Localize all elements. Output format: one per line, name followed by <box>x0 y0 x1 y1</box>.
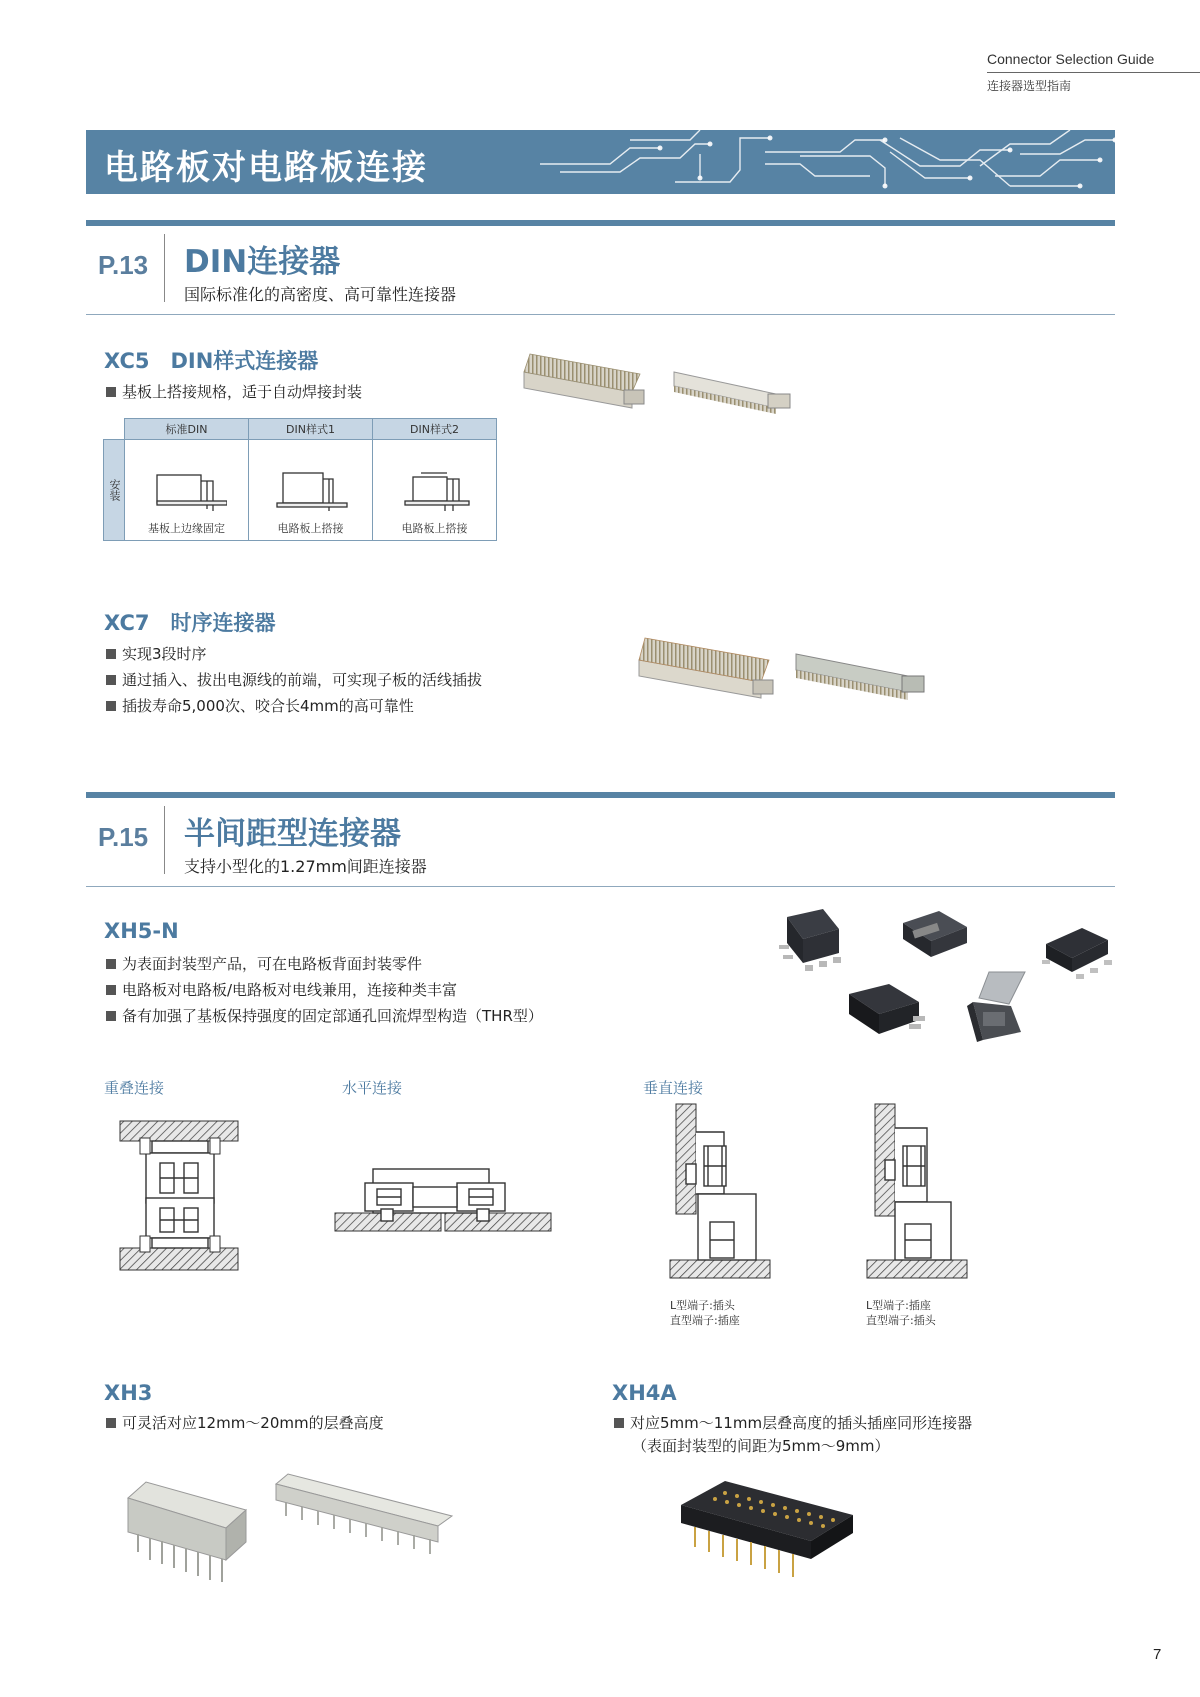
bullet-item: 基板上搭接规格，适于自动焊接封装 <box>106 381 362 402</box>
bullet-item: 对应5mm～11mm层叠高度的插头插座同形连接器 <box>614 1412 972 1433</box>
bullet-item: 为表面封装型产品，可在电路板背面封装零件 <box>106 953 422 974</box>
section-divider <box>164 806 165 874</box>
xc5-connector-photo-2 <box>670 360 800 420</box>
mount-diagram <box>395 465 475 517</box>
bullet-item: 实现3段时序 <box>106 643 207 664</box>
section-subtitle: 国际标准化的高密度、高可靠性连接器 <box>184 285 457 304</box>
xh3-connector-photo-1 <box>122 1470 252 1585</box>
bullet-item: 可灵活对应12mm～20mm的层叠高度 <box>106 1412 384 1433</box>
bullet-item: 插拔寿命5,000次、咬合长4mm的高可靠性 <box>106 695 414 716</box>
table-cell <box>125 440 249 541</box>
category-vertical: 垂直连接 <box>643 1079 704 1097</box>
horizontal-connection-diagram <box>333 1165 553 1235</box>
din-mounting-table <box>103 418 497 541</box>
product-title-xh4a: XH4A <box>612 1381 677 1405</box>
section-page-ref[interactable]: P.13 <box>98 250 149 280</box>
xh5n-connector-photo-4 <box>843 980 928 1040</box>
table-cell <box>249 440 373 541</box>
table-header: 标准DIN <box>125 419 249 440</box>
section-bar <box>86 220 1115 226</box>
xh5n-connector-photo-3 <box>1040 920 1115 985</box>
circuit-decoration <box>540 130 1115 194</box>
guide-title-cn: 连接器选型指南 <box>987 79 1072 93</box>
xc5-connector-photo-1 <box>520 350 650 412</box>
category-horizontal: 水平连接 <box>342 1079 403 1097</box>
bullet-continuation: （表面封装型的间距为5mm～9mm） <box>632 1437 890 1455</box>
product-title-xh5n: XH5-N <box>104 919 179 943</box>
xh4a-connector-photo <box>675 1475 860 1585</box>
section-page-ref[interactable]: P.15 <box>98 822 149 852</box>
table-caption: 电路板上搭接 <box>277 522 344 535</box>
vertical-connection-diagram-1 <box>668 1102 773 1282</box>
section-title: DIN连接器 <box>184 244 341 280</box>
section-divider <box>164 234 165 302</box>
table-caption: 电路板上搭接 <box>401 522 468 535</box>
mount-diagram <box>147 465 227 517</box>
xc7-connector-photo-1 <box>635 630 780 702</box>
table-caption: 基板上边缘固定 <box>148 522 225 535</box>
page-number: 7 <box>1153 1646 1162 1663</box>
product-title-xc7: XC7 时序连接器 <box>104 611 276 635</box>
xh3-connector-photo-2 <box>272 1470 457 1560</box>
table-header: DIN样式1 <box>249 419 373 440</box>
section-subtitle: 支持小型化的1.27mm间距连接器 <box>184 857 427 876</box>
section-rule <box>86 314 1115 315</box>
section-bar <box>86 792 1115 798</box>
bullet-item: 备有加强了基板保持强度的固定部通孔回流焊型构造（THR型） <box>106 1005 543 1026</box>
header-rule <box>987 72 1200 73</box>
xh5n-cable-connector-photo <box>965 968 1033 1048</box>
section-rule <box>86 886 1115 887</box>
section-title: 半间距型连接器 <box>184 816 401 852</box>
product-title-xh3: XH3 <box>104 1381 153 1405</box>
banner-title: 电路板对电路板连接 <box>104 148 428 188</box>
vertical-connection-diagram-2 <box>865 1102 970 1282</box>
table-cell <box>373 440 497 541</box>
vertical-label-1: L型端子:插头 直型端子:插座 <box>670 1299 740 1327</box>
mount-diagram <box>271 465 351 517</box>
table-corner <box>104 419 125 440</box>
product-title-xc5: XC5 DIN样式连接器 <box>104 349 319 373</box>
bullet-item: 通过插入、拔出电源线的前端，可实现子板的活线插拔 <box>106 669 482 690</box>
xh5n-connector-photo-2 <box>895 905 975 965</box>
xc7-connector-photo-2 <box>792 640 932 708</box>
bullet-item: 电路板对电路板/电路板对电线兼用，连接种类丰富 <box>106 979 457 1000</box>
table-side-label: 安装 <box>104 440 125 541</box>
vertical-label-2: L型端子:插座 直型端子:插头 <box>866 1299 936 1327</box>
xh5n-connector-photo-1 <box>775 905 850 980</box>
table-header: DIN样式2 <box>373 419 497 440</box>
guide-title-en: Connector Selection Guide <box>987 51 1155 67</box>
category-stack: 重叠连接 <box>104 1079 165 1097</box>
stack-connection-diagram <box>118 1118 243 1273</box>
